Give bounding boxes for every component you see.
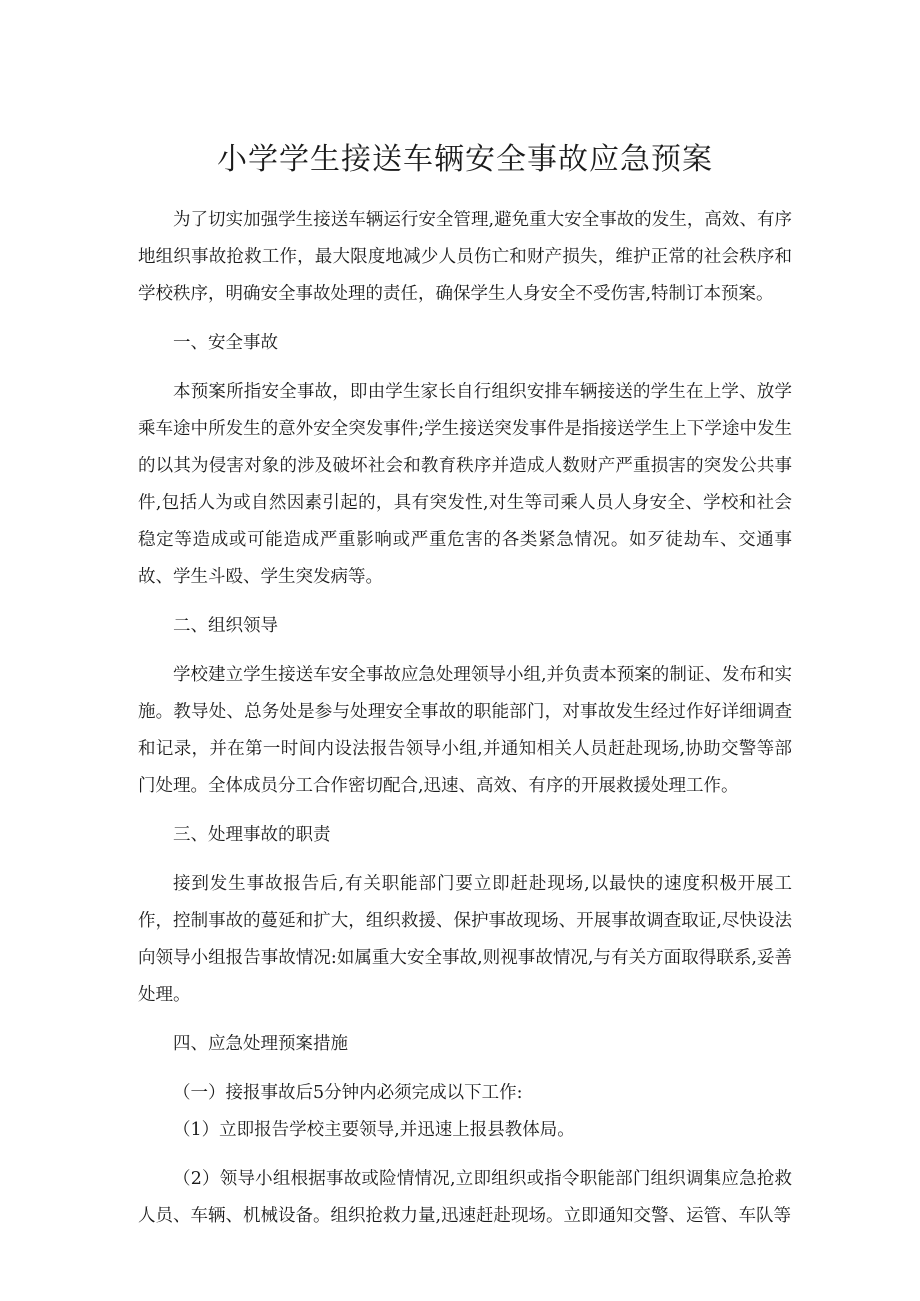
section-2-heading: 二、组织领导: [173, 616, 278, 636]
section-2-body: 学校建立学生接送车安全事故应急处理领导小组,并负责本预案的制证、发布和实施。教导处、总务处是参与处理安全事故的职能部门，对事故发生经过作好详细调查和记录，并在第一时间内设法报告领导小组,并通知相关人员赶赴现场,协助交警等部门处理。全体成员分工合作密切配合,迅速、高效、有序的开展救援处理工作。: [138, 665, 792, 796]
section-3-heading: 三、处理事故的职责: [173, 825, 331, 845]
document-body: [138, 202, 792, 1235]
section-4-subheading-1: （一）接报事故后5分钟内必须完成以下工作:: [173, 1083, 523, 1103]
section-4-item-2: （2）领导小组根据事故或险情情况,立即组织或指令职能部门组织调集应急抢救人员、车辆、机械设备。组织抢救力量,迅速赶赴现场。立即通知交警、运管、车队等: [138, 1169, 792, 1226]
section-3-body: 接到发生事故报告后,有关职能部门要立即赶赴现场,以最快的速度积极开展工作，控制事故的蔓延和扩大，组织救援、保护事故现场、开展事故调查取证,尽快设法向领导小组报告事故情况:如属重大安全事故,则视事故情况,与有关方面取得联系,妥善处理。: [138, 874, 792, 1005]
section-1-body: 本预案所指安全事故，即由学生家长自行组织安排车辆接送的学生在上学、放学乘车途中所发生的意外安全突发事件;学生接送突发事件是指接送学生上下学途中发生的以其为侵害对象的涉及破坏社会和教育秩序并造成人数财产严重损害的突发公共事件,包括人为或自然因素引起的，具有突发性,对生等司乘人员人身安全、学校和社会稳定等造成或可能造成严重影响或严重危害的各类紧急情况。如歹徒劫车、交通事故、学生斗殴、学生突发病等。: [138, 382, 792, 587]
document-title: 小学学生接送车辆安全事故应急预案: [217, 142, 713, 177]
section-4-heading: 四、应急处理预案措施: [173, 1034, 348, 1054]
section-4-item-1: （1）立即报告学校主要领导,并迅速上报县教体局。: [173, 1120, 575, 1140]
section-1-heading: 一、安全事故: [173, 333, 278, 353]
intro-paragraph: 为了切实加强学生接送车辆运行安全管理,避免重大安全事故的发生，高效、有序地组织事故抢救工作，最大限度地减少人员伤亡和财产损失，维护正常的社会秩序和学校秩序，明确安全事故处理的责任，确保学生人身安全不受伤害,特制订本预案。: [138, 210, 792, 304]
